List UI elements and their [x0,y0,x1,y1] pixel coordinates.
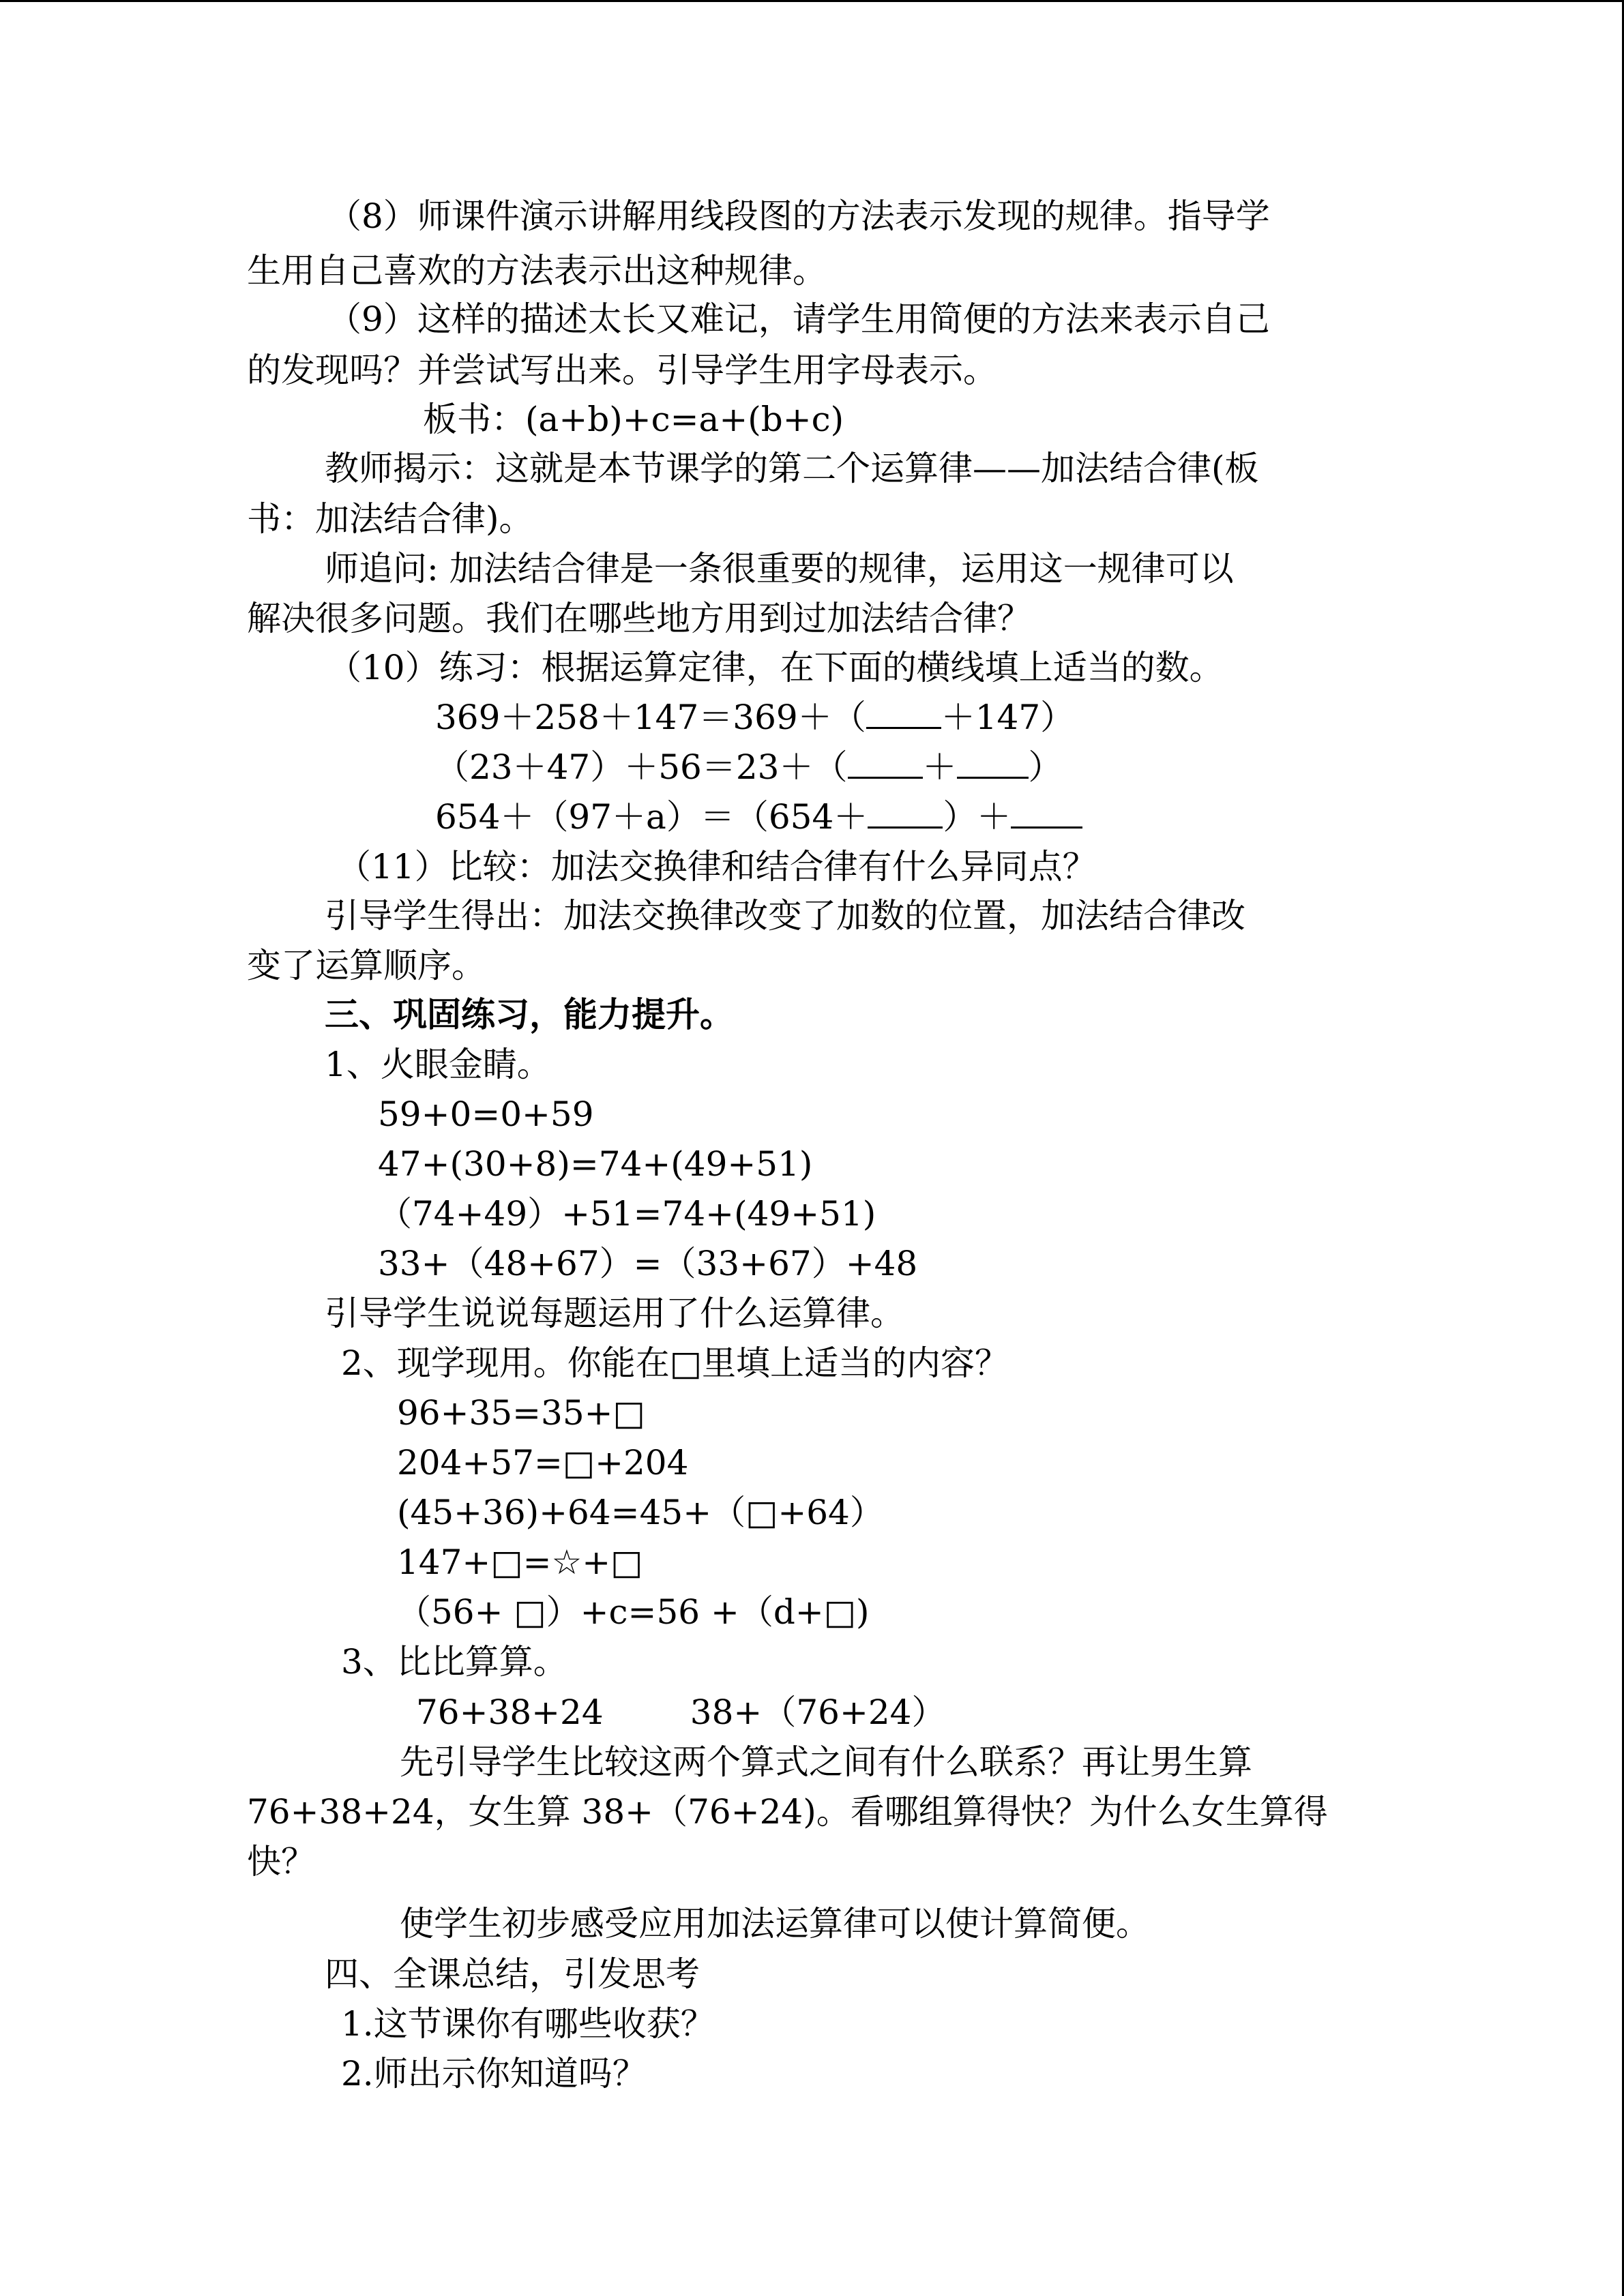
paragraph-line: 生用自己喜欢的方法表示出这种规律。 [247,251,827,290]
subsection-heading: 1、火眼金睛。 [325,1045,551,1084]
paragraph-line: （8）师课件演示讲解用线段图的方法表示发现的规律。指导学 [327,196,1270,236]
subsection-heading: 2、现学现用。你能在□里填上适当的内容？ [341,1343,1009,1383]
equation-line: 76+38+24 38+（76+24） [416,1693,946,1732]
equation-line: 96+35=35+□ [397,1393,645,1433]
equation-line: 204+57=□+204 [397,1443,689,1482]
fill-blank [868,795,943,829]
paragraph-line: 使学生初步感受应用加法运算律可以使计算简便。 [400,1904,1150,1943]
fill-blank [957,745,1029,779]
section-heading: 三、巩固练习，能力提升。 [325,994,734,1034]
equation-line: 47+(30+8)=74+(49+51) [378,1144,813,1184]
exercise-text: 654＋（97＋a）＝（654＋ [435,797,868,837]
exercise-text: 369＋258＋147＝369＋（ [435,698,866,737]
paragraph-line: 师追问: 加法结合律是一条很重要的规律，运用这一规律可以 [325,549,1234,588]
exercise-text: ＋147） [941,698,1075,737]
exercise-row [435,795,1082,838]
equation-line: （56+ □）+c=56 +（d+□) [397,1592,870,1632]
paragraph-line: （10）练习：根据运算定律，在下面的横线填上适当的数。 [327,648,1224,687]
paragraph-line: 引导学生得出：加法交换律改变了加数的位置，加法结合律改 [325,896,1245,936]
fill-blank [1011,795,1082,829]
paragraph-line: 76+38+24，女生算 38+（76+24)。看哪组算得快？为什么女生算得 [247,1792,1328,1832]
list-item: 1.这节课你有哪些收获？ [341,2004,715,2044]
paragraph-line: 书：加法结合律)。 [247,499,533,539]
equation-line: (45+36)+64=45+（□+64） [397,1493,884,1532]
paragraph-line: 教师揭示：这就是本节课学的第二个运算律——加法结合律(板 [325,449,1259,488]
fill-blank [848,745,923,779]
exercise-text: ＋ [922,747,957,787]
equation-line: 147+□=☆+□ [397,1542,643,1582]
section-heading: 四、全课总结，引发思考 [325,1954,700,1994]
paragraph-line: （9）这样的描述太长又难记，请学生用简便的方法来表示自己 [327,299,1270,339]
paragraph-line: 快？ [247,1842,315,1881]
paragraph-line: （11）比较：加法交换律和结合律有什么异同点？ [337,847,1097,886]
equation-line: 33+（48+67）=（33+67）+48 [378,1244,918,1283]
board-formula: 板书：(a+b)+c=a+(b+c) [423,400,844,439]
exercise-row [435,745,1063,788]
paragraph-line: 引导学生说说每题运用了什么运算律。 [325,1294,904,1333]
paragraph-line: 的发现吗？并尝试写出来。引导学生用字母表示。 [247,351,997,390]
exercise-text: （23＋47）＋56＝23＋（ [435,747,848,787]
subsection-heading: 3、比比算算。 [341,1642,567,1682]
exercise-text: ）＋ [943,797,1012,837]
paragraph-line: 先引导学生比较这两个算式之间有什么联系？再让男生算 [400,1742,1252,1782]
exercise-row [435,696,1074,739]
equation-line: 59+0=0+59 [378,1094,594,1134]
paragraph-line: 解决很多问题。我们在哪些地方用到过加法结合律？ [247,599,1031,638]
paragraph-line: 变了运算顺序。 [247,946,486,985]
list-item: 2.师出示你知道吗？ [341,2054,647,2093]
equation-line: （74+49）+51=74+(49+51) [378,1194,876,1234]
exercise-text: ） [1028,747,1063,787]
fill-blank [866,696,941,729]
